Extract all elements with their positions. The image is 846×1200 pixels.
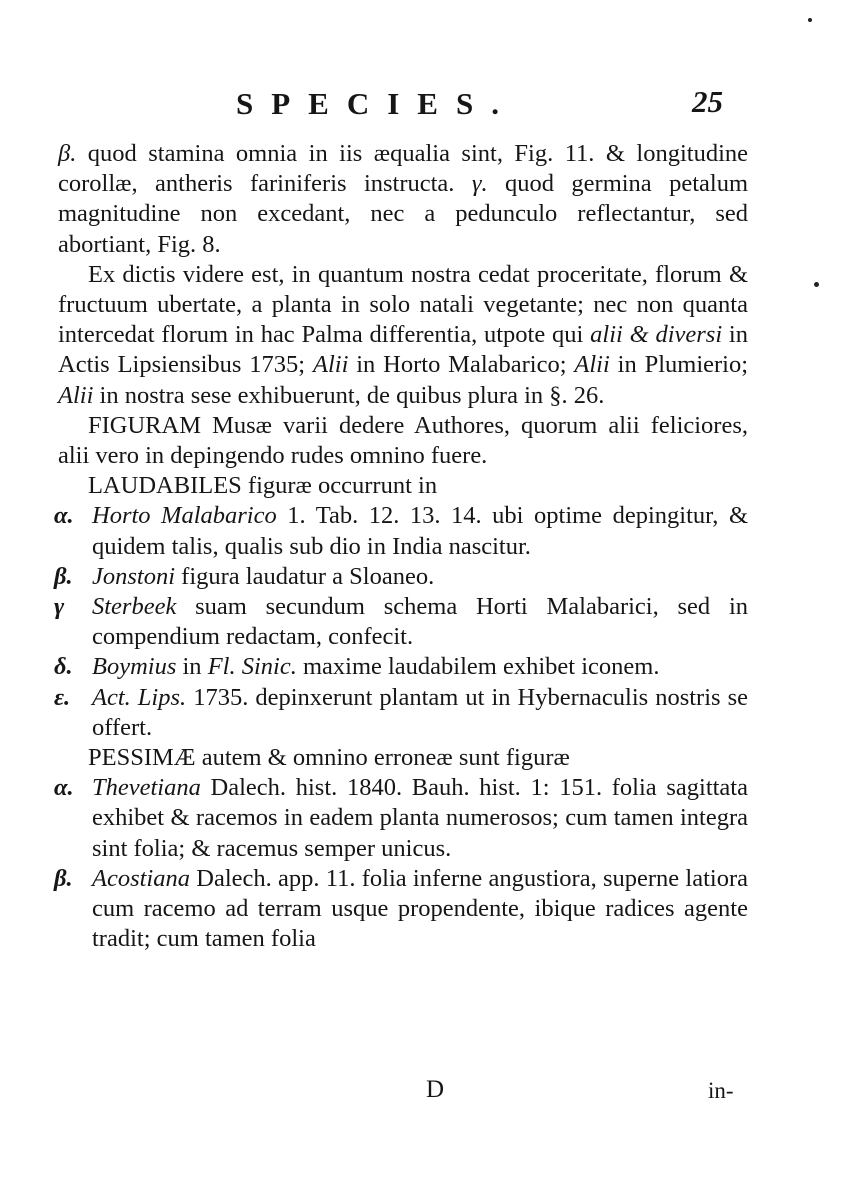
italic-text: Boymius xyxy=(92,653,177,681)
italic-text: Alii xyxy=(312,351,349,379)
list-item xyxy=(54,864,748,955)
text-run: suam secundum schema Horti Malabarici, sed in compendium redactam, confecit. xyxy=(92,593,748,651)
italic-text: Alii xyxy=(574,351,610,379)
text-run: 1. Tab. 12. 13. 14. ubi optime depingitur, & quidem talis, qualis sub dio in India nascitur. xyxy=(92,502,749,560)
item-marker: α. xyxy=(54,502,74,530)
body-text xyxy=(54,139,749,954)
text-run: in nostra sese exhibuerunt, de quibus plura in §. 26. xyxy=(93,381,605,409)
paragraph-ex-dictis xyxy=(58,260,748,411)
list-item xyxy=(54,592,748,652)
list-item xyxy=(54,562,748,592)
signature-mark: D xyxy=(426,1076,445,1103)
list-item xyxy=(54,773,748,864)
text-run: in xyxy=(176,653,208,681)
list-item xyxy=(54,501,749,561)
list-item xyxy=(54,652,748,682)
text-run: 1735. depinxerunt plantam ut in Hybernaculis nostris se offert. xyxy=(92,683,748,741)
italic-text: β. xyxy=(58,140,88,167)
text-run: quod germina petalum magnitudine non excedant, nec a pedunculo reflectantur, sed abortiant, Fig. 8. xyxy=(58,170,748,258)
text-run: Dalech. hist. 1840. Bauh. hist. 1: 151. folia sagittata exhibet & racemos in eadem planta numerosos; cum tamen integra sint folia; & racemus semper unicus. xyxy=(92,774,748,862)
list-item xyxy=(54,683,748,743)
italic-text: Jonstoni xyxy=(92,562,176,590)
item-marker: δ. xyxy=(54,653,73,681)
item-marker: β. xyxy=(54,864,73,892)
pessimae-list xyxy=(54,773,748,954)
paragraph-stamina xyxy=(58,139,748,260)
italic-text: Acostiana xyxy=(92,864,190,892)
italic-text: Horto Malabarico xyxy=(92,502,277,530)
text-run: in Horto Malabarico; xyxy=(348,351,575,379)
italic-text: γ. xyxy=(471,170,506,198)
italic-text: alii & diversi xyxy=(590,321,723,349)
running-header xyxy=(0,78,846,128)
text-run: quod stamina omnia in iis æqualia sint, Fig. 11. & longitudine corollæ, antheris fariniferis instructa. xyxy=(58,140,748,198)
item-marker: β. xyxy=(54,562,73,590)
text-run: in Actis Lipsiensibus 1735; xyxy=(58,321,748,379)
italic-text: Act. Lips. xyxy=(92,683,187,711)
text-run: Ex dictis videre est, in quantum nostra cedat proceritate, florum & fructuum ubertate, a planta in solo natali vegetante; nec non quanta intercedat florum in hac Palma differentia, utpote qui xyxy=(58,260,748,349)
laudabiles-heading: LAUDABILES figuræ occurrunt in xyxy=(88,472,438,500)
italic-text: Alii xyxy=(58,381,94,409)
italic-text: Sterbeek xyxy=(92,593,177,621)
item-marker: ε. xyxy=(54,683,71,711)
italic-text: Thevetiana xyxy=(92,774,201,802)
italic-text: Fl. Sinic. xyxy=(207,653,297,681)
paragraph-figuram xyxy=(58,411,748,471)
item-marker: γ xyxy=(54,593,65,621)
catchword: in- xyxy=(708,1078,734,1103)
margin-speck xyxy=(814,282,819,287)
laudabiles-list xyxy=(54,501,749,743)
pessimae-heading: PESSIMÆ autem & omnino erroneæ sunt figuræ xyxy=(88,744,570,772)
text-run: maxime laudabilem exhibet iconem. xyxy=(296,653,660,681)
running-title: SPECIES. xyxy=(236,86,517,121)
text-run: Dalech. app. 11. folia inferne angustiora, superne latiora cum racemo ad terram usque propendente, ibique radices agente tradit; cum tamen folia xyxy=(92,864,748,953)
text-run: in Plumierio; xyxy=(609,351,749,379)
item-marker: α. xyxy=(54,774,74,802)
text-run: figura laudatur a Sloaneo. xyxy=(175,562,435,590)
margin-speck xyxy=(808,18,812,22)
page-number: 25 xyxy=(692,84,723,119)
text-run: FIGURAM Musæ varii dedere Authores, quorum alii feliciores, alii vero in depingendo rudes omnino fuere. xyxy=(58,411,748,470)
